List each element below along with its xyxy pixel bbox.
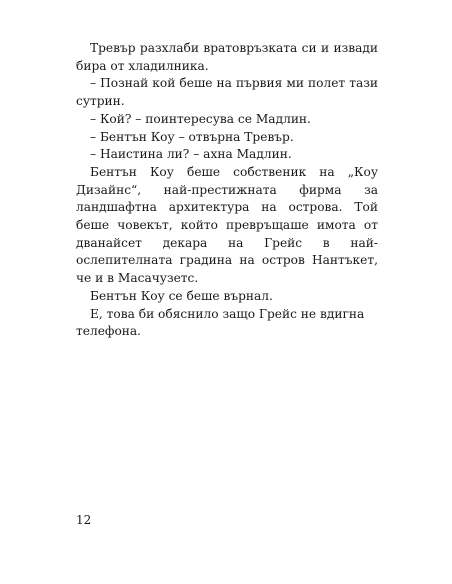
paragraph: Е, това би обяснило защо Грейс не вдигна телефона. [76, 306, 365, 339]
page-body [76, 40, 378, 341]
dialogue-line: – Кой? – поинтересува се Мадлин. [90, 111, 311, 126]
paragraph: Бентън Коу беше собственик на „Коу Дизайнс“, най-престижната фирма за ландшафтна архитектура на острова. Той беше човекът, който превръщаше имота от дванайсет декара на Грейс в най-ослепителната градина на остров Нантъкет, че и в Масачузетс. [76, 164, 378, 286]
paragraph: Тревър разхлаби вратовръзката си и извади бира от хладилника. [76, 41, 378, 73]
paragraph: Бентън Коу се беше върнал. [90, 288, 273, 303]
dialogue-line: – Познай кой беше на първия ми полет тази сутрин. [76, 76, 378, 109]
dialogue-line: – Наистина ли? – ахна Мадлин. [90, 147, 292, 162]
dialogue-line: – Бентън Коу – отвърна Тревър. [90, 129, 294, 144]
page-number: 12 [76, 513, 92, 527]
